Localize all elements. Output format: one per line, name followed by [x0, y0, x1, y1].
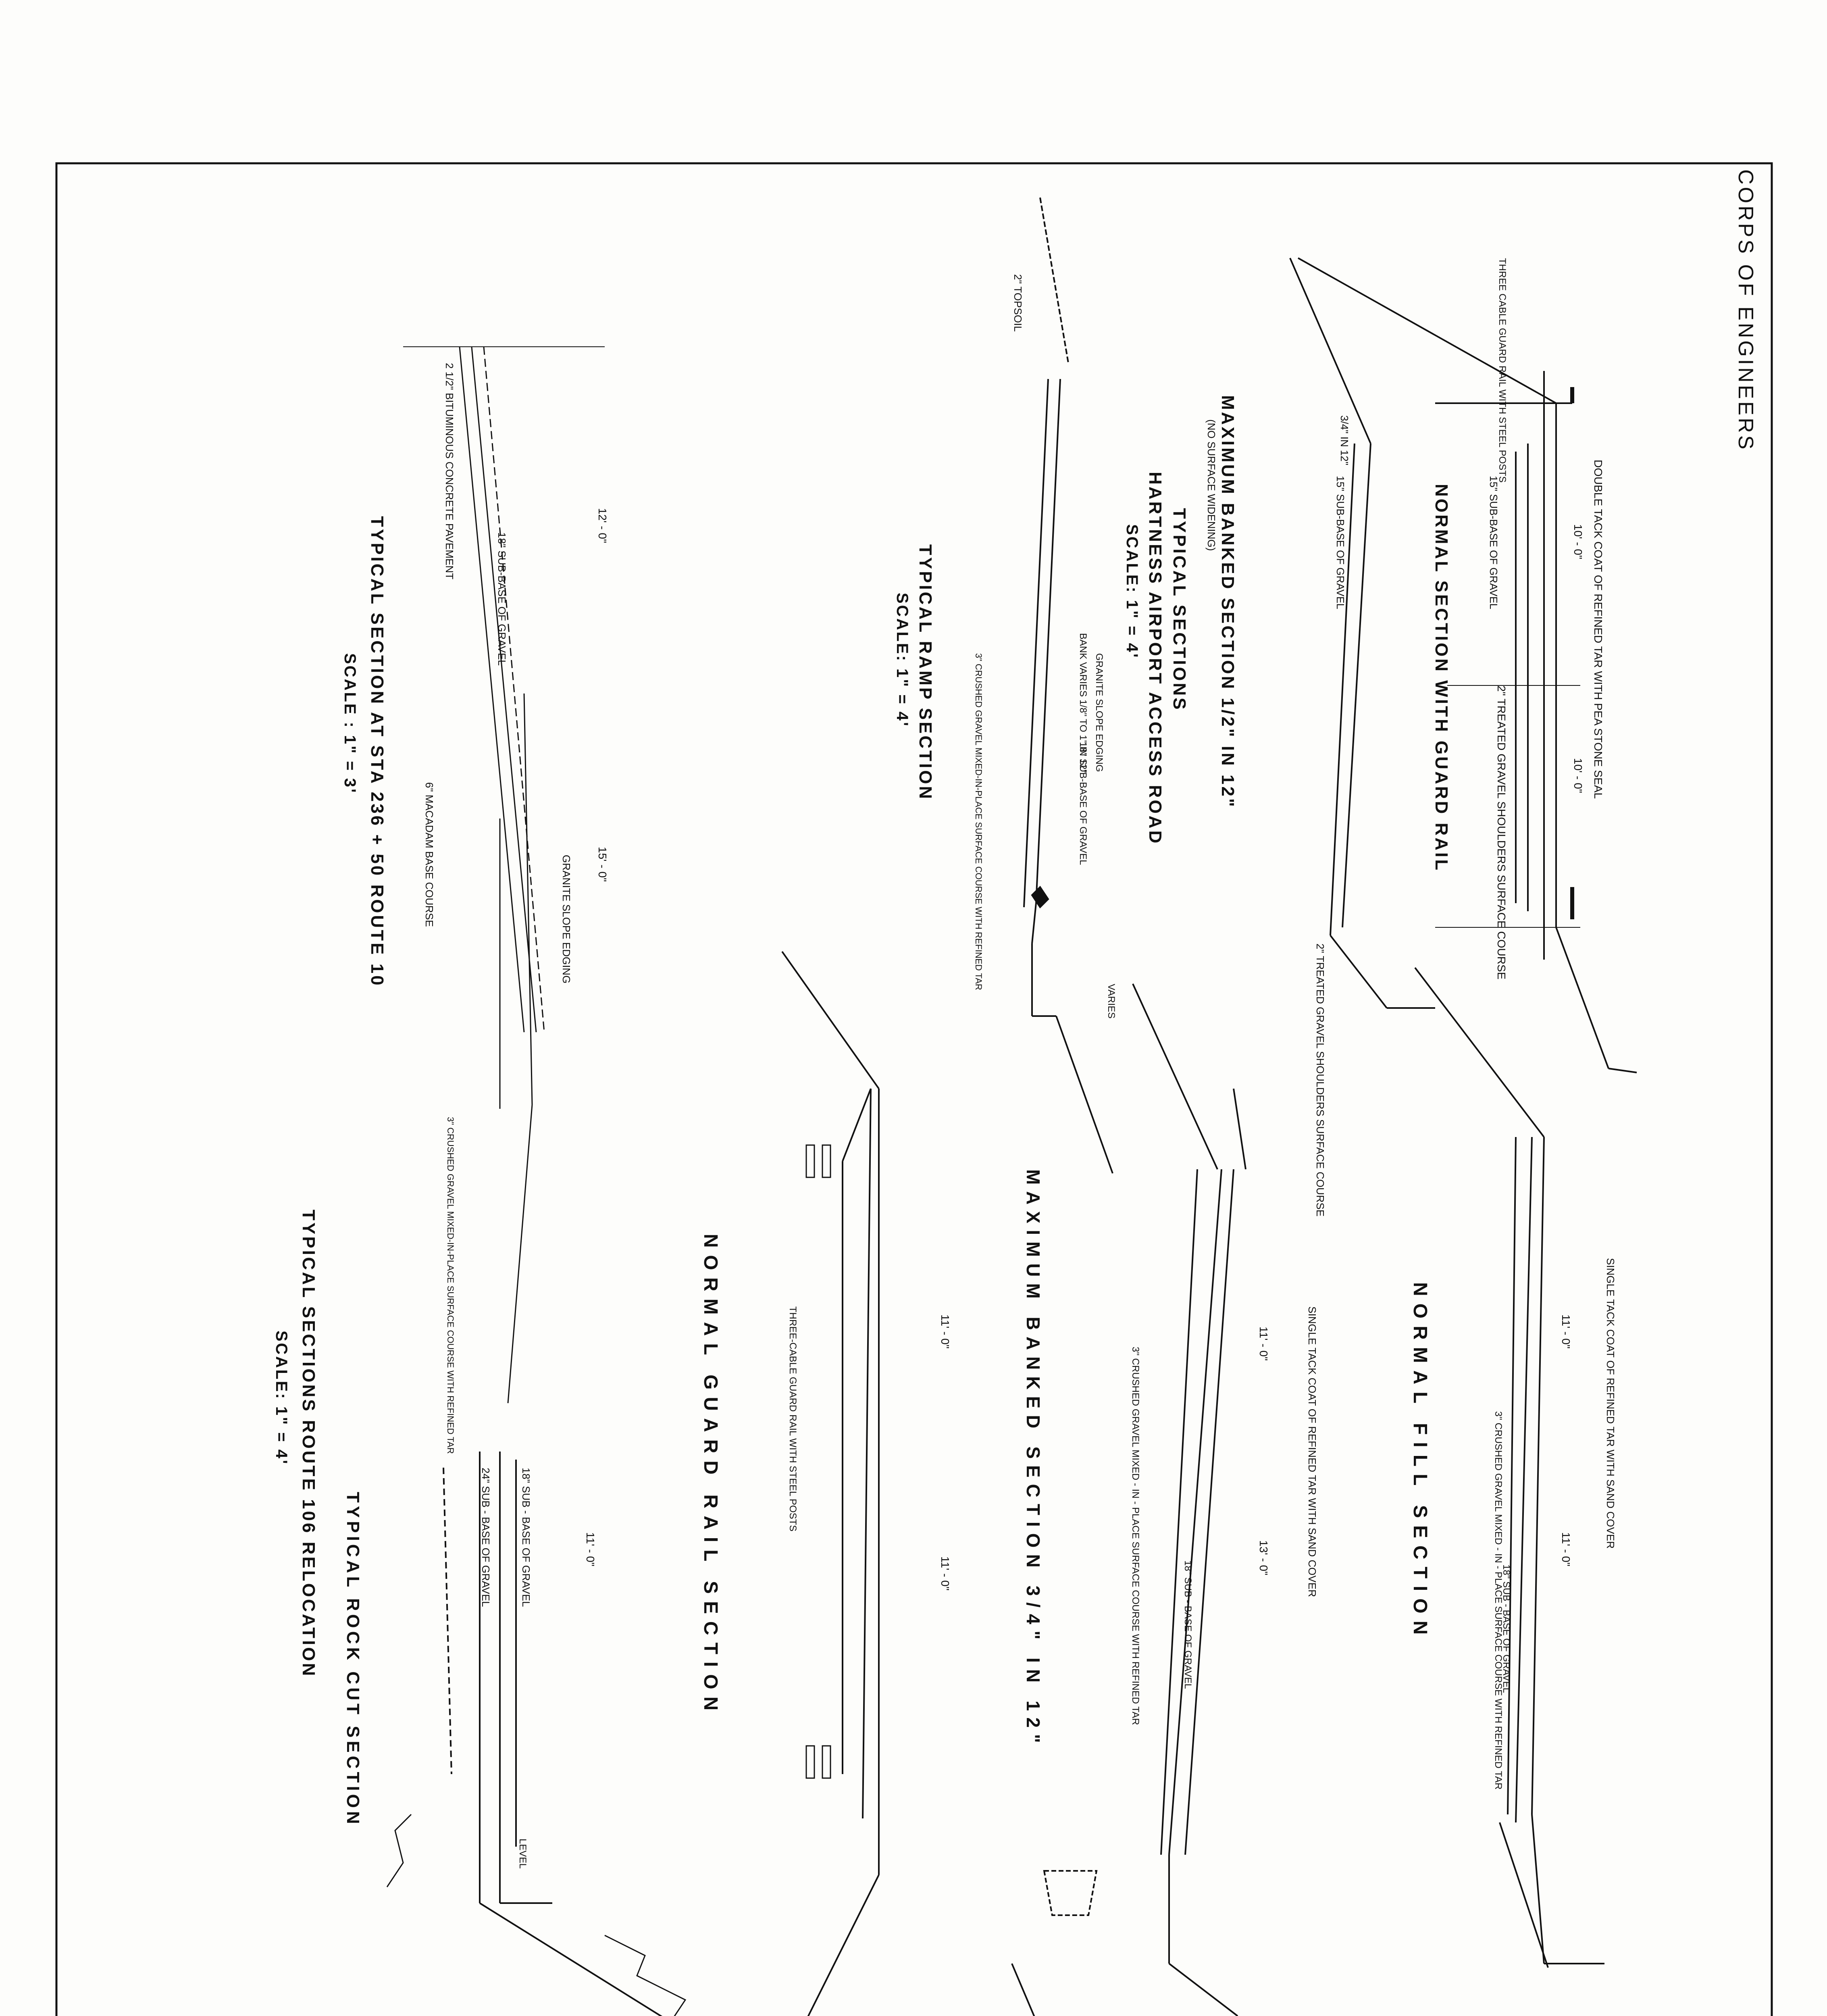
subtitle-hartness: HARTNESS AIRPORT ACCESS ROAD [1145, 472, 1165, 846]
title-route106: TYPICAL SECTIONS ROUTE 106 RELOCATION [299, 1210, 318, 1678]
note-rock-2: 11' - 0" [584, 1532, 597, 1566]
note-fill-3: 11' - 0" [1560, 1314, 1572, 1349]
title-max-banked-34: MAXIMUM BANKED SECTION 3/4" IN 12" [1023, 1169, 1044, 1749]
note-ngr-2: 11' - 0" [939, 1556, 951, 1591]
note-ramp-0: 2" TOPSOIL [1012, 274, 1024, 332]
note-ramp-2: GRANITE SLOPE EDGING [1094, 653, 1105, 772]
note-fill-0: SINGLE TACK COAT OF REFINED TAR WITH SAND COVER [1604, 1258, 1617, 1549]
title-sta236: TYPICAL SECTION AT STA 236 + 50 ROUTE 10 [367, 516, 387, 987]
title-hartness: TYPICAL SECTIONS [1169, 508, 1189, 712]
dim-ngrt-1: 10' - 0" [1572, 524, 1584, 559]
note-ramp-1: BANK VARIES 1/8" TO 1" IN 12" [1078, 633, 1088, 773]
note-sta236-2: 6" MACADAM BASE COURSE [423, 782, 435, 927]
note-mbh-3: 3/4" IN 12" [1338, 415, 1350, 465]
title-normal-guard-rail: NORMAL GUARD RAIL SECTION [700, 1234, 721, 1718]
title-max-banked-half: MAXIMUM BANKED SECTION 1/2" IN 12" [1218, 395, 1238, 809]
note-mb34-2: 18" SUB - BASE OF GRAVEL [1182, 1560, 1193, 1689]
scale-hartness: SCALE: 1" = 4' [1123, 524, 1141, 659]
note-ramp-3: 18" SUB-BASE OF GRAVEL [1078, 742, 1088, 865]
border-label-top: CORPS OF ENGINEERS [1734, 169, 1757, 452]
note-ramp-4: 3" CRUSHED GRAVEL MIXED-IN-PLACE SURFACE COURSE WITH REFINED TAR [974, 653, 984, 990]
note-rock-0: 18" SUB - BASE OF GRAVEL [520, 1468, 532, 1607]
scale-route106: SCALE: 1" = 4' [273, 1331, 290, 1466]
note-ngrt-1: DOUBLE TACK COAT OF REFINED TAR WITH PEA STONE SEAL [1592, 460, 1604, 799]
subtitle-max-banked-half: (NO SURFACE WIDENING) [1205, 419, 1217, 551]
note-mb34-3: 11' - 0" [1257, 1327, 1270, 1361]
note-mb34-1: 3" CRUSHED GRAVEL MIXED - IN - PLACE SURFACE COURSE WITH REFINED TAR [1130, 1347, 1141, 1725]
title-normal-guard-rail-top: NORMAL SECTION WITH GUARD RAIL [1432, 484, 1451, 873]
note-sta236-5: 12' - 0" [596, 508, 609, 543]
title-rock-cut: TYPICAL ROCK CUT SECTION [343, 1492, 363, 1827]
note-fill-1: 3" CRUSHED GRAVEL MIXED - IN - PLACE SURFACE COURSE WITH REFINED TAR [1493, 1411, 1504, 1790]
note-mbh-2: 15" SUB-BASE OF GRAVEL [1334, 476, 1346, 609]
note-sta236-1: 18" SUB-BASE OF GRAVEL [496, 532, 508, 666]
note-ngr-1: 11' - 0" [939, 1314, 951, 1349]
note-fill-4: 11' - 0" [1560, 1532, 1572, 1566]
scale-sta236: SCALE : 1" = 3' [341, 653, 359, 794]
note-ngrt-3: 15" SUB-BASE OF GRAVEL [1488, 476, 1500, 609]
scale-ramp: SCALE: 1" = 4' [893, 593, 911, 728]
note-ngrt-4: THREE CABLE GUARD RAIL WITH STEEL POSTS [1497, 258, 1508, 483]
note-sta236-0: 2 1/2" BITUMINOUS CONCRETE PAVEMENT [443, 363, 456, 580]
note-rock-1: 24" SUB - BASE OF GRAVEL [480, 1468, 492, 1607]
note-ngrt-2: 2" TREATED GRAVEL SHOULDERS SURFACE COURSE [1495, 685, 1508, 980]
note-sta236-3: GRANITE SLOPE EDGING [560, 855, 572, 984]
note-rock-3: LEVEL [517, 1839, 528, 1869]
dim-ngrt-2: 10' - 0" [1572, 758, 1584, 793]
note-sta236-6: 15' - 0" [596, 847, 609, 882]
note-mbh-1: 2" TREATED GRAVEL SHOULDERS SURFACE COURSE [1314, 943, 1326, 1217]
note-fill-2: 18" SUB - BASE OF GRAVEL [1501, 1564, 1512, 1693]
note-sta236-4: 3" CRUSHED GRAVEL MIXED-IN-PLACE SURFACE COURSE WITH REFINED TAR [445, 1117, 456, 1454]
note-mb34-0: SINGLE TACK COAT OF REFINED TAR WITH SAND COVER [1306, 1306, 1318, 1597]
note-ramp-5: VARIES [1106, 984, 1117, 1019]
note-mb34-4: 13' - 0" [1257, 1540, 1270, 1575]
title-normal-fill: NORMAL FILL SECTION [1409, 1282, 1431, 1642]
title-ramp: TYPICAL RAMP SECTION [916, 544, 935, 801]
note-ngr-0: THREE-CABLE GUARD RAIL WITH STEEL POSTS [787, 1306, 798, 1532]
